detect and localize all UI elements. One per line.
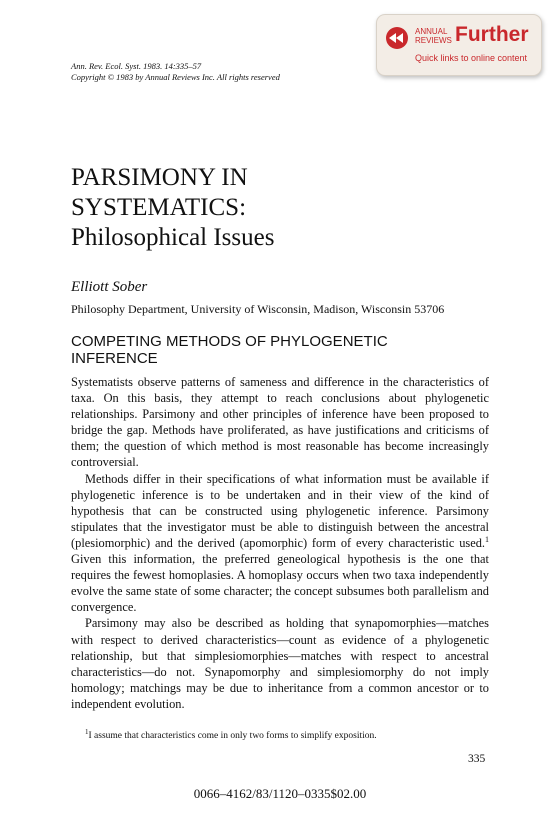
author-affiliation: Philosophy Department, University of Wisconsin, Madison, Wisconsin 53706 <box>71 302 445 316</box>
footnote-ref[interactable]: 1 <box>485 534 489 544</box>
section-heading: COMPETING METHODS OF PHYLOGENETIC INFERENCE <box>71 333 388 367</box>
rewind-icon <box>386 27 408 49</box>
paragraph: Parsimony may also be described as holding that synapomorphies—matches with respect to derived characteristics—count as evidence of a phylogenetic relationship, but that simplesiomorphies—matches with respect to ancestral characteristics—do not. Synapomorphy and simplesiomorphy do not imply homology; matchings may be due to inheritance from a common ancestor or to independent evolution. <box>71 616 489 711</box>
journal-citation <box>71 61 280 83</box>
body-text <box>71 374 489 712</box>
article-code: 0066–4162/83/1120–0335$02.00 <box>193 786 367 801</box>
page-number: 335 <box>468 753 486 765</box>
article-title: PARSIMONY IN SYSTEMATICS: Philosophical Issues <box>71 164 275 251</box>
paragraph: Methods differ in their specifications of what information must be available if phylogenetic inference is to be undertaken and in their view of the kind of hypothesis that can be constructed using phylogenetic inference. Parsimony stipulates that the investigator must be able to distinguish between the ancestral (plesiomorphic) and the derived (apomorphic) form of every characteristic used.$^1$ Given this information, the preferred geneological hypothesis is the one that requires the fewest homoplasies. A homoplasy occurs when two taxa independently evolve the same state of some character; the concept subsumes both parallelism and convergence. <box>71 471 489 615</box>
further-subtitle: Quick links to online content <box>415 53 528 63</box>
further-badge[interactable] <box>376 14 542 76</box>
paragraph: Systematists observe patterns of sameness and difference in the characteristics of taxa. On this basis, they attempt to reach conclusions about phylogenetic relationships. Parsimony and other principles of inference have been proposed to bridge the gap. Methods have proliferated, as have justifications and criticisms of them; the question of which method is most reasonable has become increasingly controversial. <box>71 375 489 470</box>
copyright-line: Copyright © 1983 by Annual Reviews Inc. All rights reserved <box>71 72 280 82</box>
citation-line: Ann. Rev. Ecol. Syst. 1983. 14:335–57 <box>71 61 202 71</box>
further-label: Further <box>455 23 529 46</box>
annual-reviews-logo: ANNUAL REVIEWS <box>415 27 452 45</box>
footnote: $^1$I assume that characteristics come in only two forms to simplify exposition. <box>85 727 377 741</box>
author-name: Elliott Sober <box>71 279 148 295</box>
